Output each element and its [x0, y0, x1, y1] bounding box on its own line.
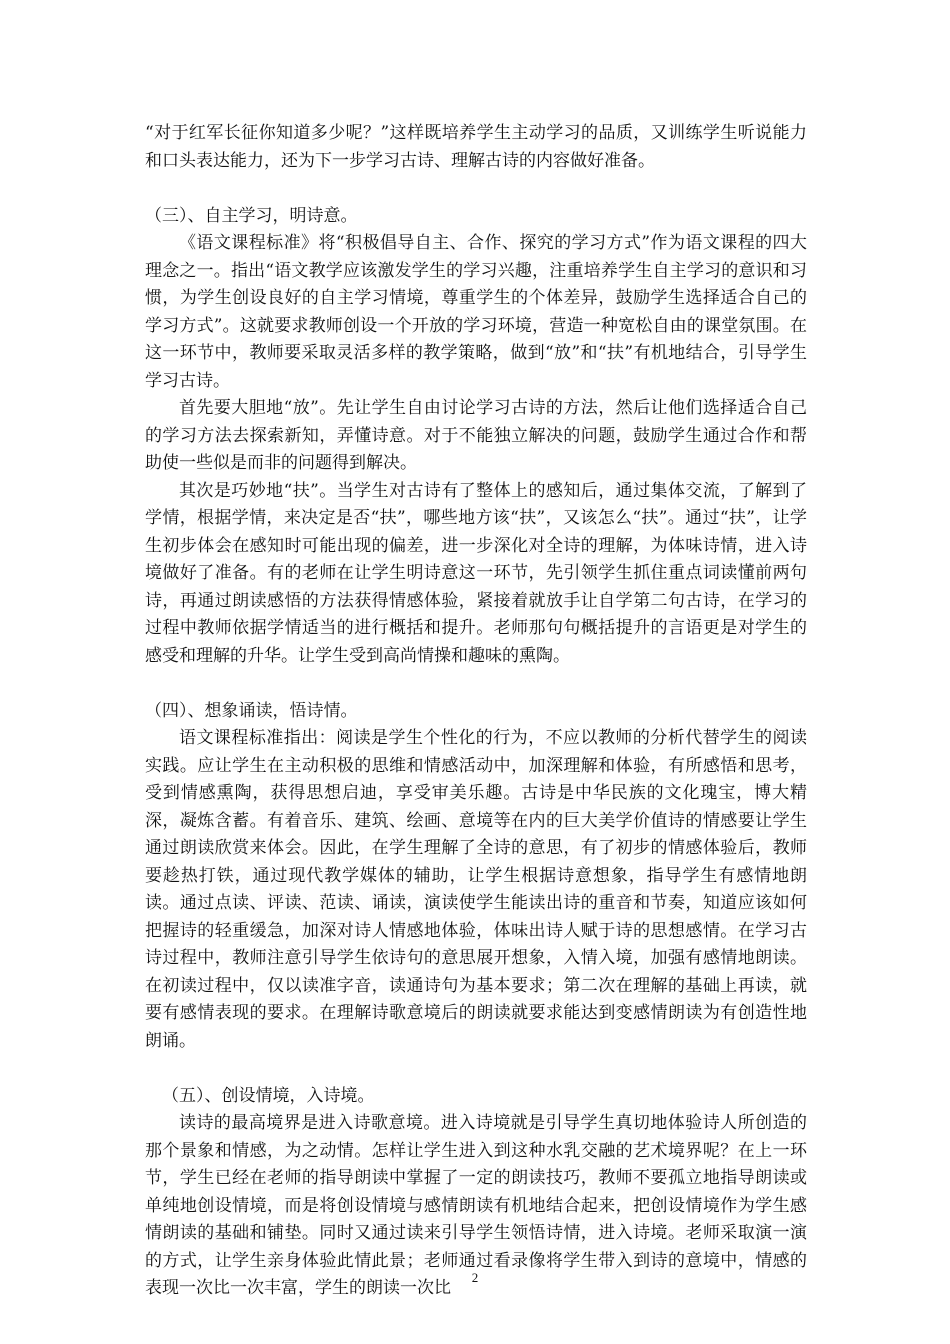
paragraph-curriculum-standard: 《语文课程标准》将“积极倡导自主、合作、探究的学习方式”作为语文课程的四大理念之一。指出“语文教学应该激发学生的学习兴趣，注重培养学生自主学习的意识和习惯，为学生创设良好的自主学习情境，尊重学生的个体差异，鼓励学生选择适合自己的学习方式”。这就要求教师创设一个开放的学习环境，营造一种宽松自由的课堂氛围。在这一环节中，教师要采取灵活多样的教学策略，做到“放”和“扶”有机地结合，引导学生学习古诗。: [145, 233, 807, 391]
paragraph-gap: [145, 670, 807, 698]
paragraph-red-army-question: “对于红军长征你知道多少呢？”这样既培养学生主动学习的品质，又训练学生听说能力和口头表达能力，还为下一步学习古诗、理解古诗的内容做好准备。: [145, 123, 807, 171]
section-heading-4: （四）、想象诵读，悟诗情。: [145, 700, 358, 721]
section-heading-5: （五）、创设情境，入诗境。: [162, 1085, 375, 1106]
section-heading-3: （三）、自主学习，明诗意。: [145, 205, 358, 226]
paragraph-reading-aloud: 语文课程标准指出：阅读是学生个性化的行为，不应以教师的分析代替学生的阅读实践。应让学生在主动积极的思维和情感活动中，加深理解和体验，有所感悟和思考，受到情感熏陶，获得思想启迪，享受审美乐趣。古诗是中华民族的文化瑰宝，博大精深，凝炼含蓄。有着音乐、建筑、绘画、意境等在内的巨大美学价值诗的情感要让学生通过朗读欣赏来体会。因此，在学生理解了全诗的意思，有了初步的情感体验后，教师要趁热打铁，通过现代教学媒体的辅助，让学生根据诗意想象，指导学生有感情地朗读。通过点读、评读、范读、诵读，演读使学生能读出诗的重音和节奏，知道应该如何把握诗的轻重缓急，加深对诗人情感地体验，体味出诗人赋于诗的思想感情。在学习古诗过程中，教师注意引导学生依诗句的意思展开想象，入情入境，加强有感情地朗读。在初读过程中，仅以读准字音，读通诗句为基本要求；第二次在理解的基础上再读，就要有感情表现的要求。在理解诗歌意境后的朗读就要求能达到变感情朗读为有创造性地朗诵。: [145, 728, 807, 1051]
page-number: 2: [471, 1270, 479, 1285]
paragraph-let-go: 首先要大胆地“放”。先让学生自由讨论学习古诗的方法，然后让他们选择适合自己的学习方法去探索新知，弄懂诗意。对于不能独立解决的问题，鼓励学生通过合作和帮助使一些似是而非的问题得到解决。: [145, 398, 807, 473]
paragraph-gap: [145, 175, 807, 203]
document-body: [145, 120, 807, 1303]
paragraph-gap: [145, 1055, 807, 1083]
paragraph-poetic-realm: 读诗的最高境界是进入诗歌意境。进入诗境就是引导学生真切地体验诗人所创造的那个景象和情感，为之动情。怎样让学生进入到这种水乳交融的艺术境界呢？在上一环节，学生已经在老师的指导朗读中掌握了一定的朗读技巧，教师不要孤立地指导朗读或单纯地创设情境，而是将创设情境与感情朗读有机地结合起来，把创设情境作为学生感情朗读的基础和铺垫。同时又通过读来引导学生领悟诗情，进入诗境。老师采取演一演的方式，让学生亲身体验此情此景；老师通过看录像将学生带入到诗的意境中，情感的表现一次比一次丰富，学生的朗读一次比: [145, 1113, 807, 1298]
paragraph-support: 其次是巧妙地“扶”。当学生对古诗有了整体上的感知后，通过集体交流，了解到了学情，根据学情，来决定是否“扶”，哪些地方该“扶”，又该怎么“扶”。通过“扶”，让学生初步体会在感知时可能出现的偏差，进一步深化对全诗的理解，为体味诗情，进入诗境做好了准备。有的老师在让学生明诗意这一环节，先引领学生抓住重点词读懂前两句诗，再通过朗读感悟的方法获得情感体验，紧接着就放手让自学第二句古诗，在学习的过程中教师依据学情适当的进行概括和提升。老师那句句概括提升的言语更是对学生的感受和理解的升华。让学生受到高尚情操和趣味的熏陶。: [145, 480, 807, 666]
